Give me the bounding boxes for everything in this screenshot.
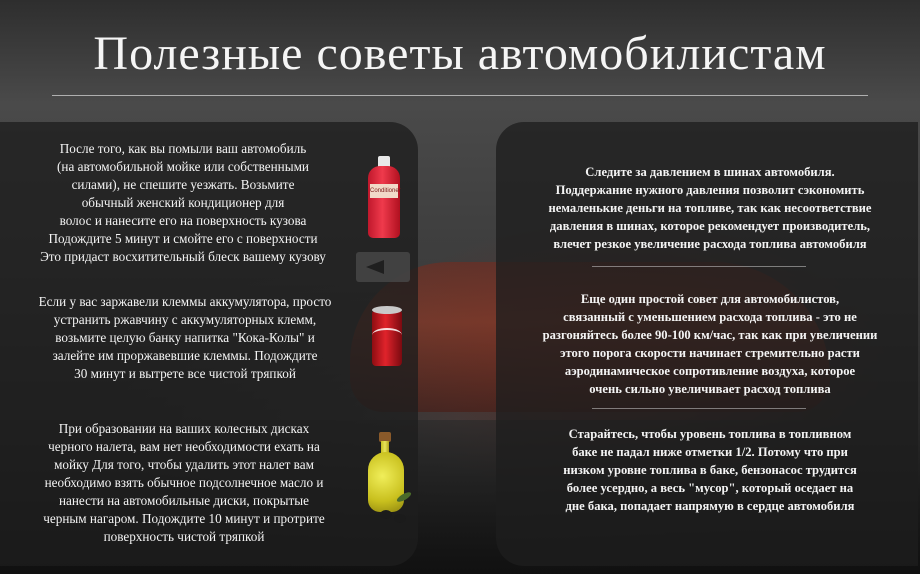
tip-line: возьмите целую банку напитка "Кока-Колы" и bbox=[55, 330, 315, 345]
tip-line: влечет резкое увеличение расхода топлива автомобиля bbox=[553, 237, 867, 251]
can-top bbox=[372, 306, 402, 314]
tip-line: 30 минут и вытрете все чистой тряпкой bbox=[74, 366, 296, 381]
tip-line: более усердно, а весь "мусор", который оседает на bbox=[566, 481, 854, 495]
tip-line: После того, как вы помыли ваш автомобиль bbox=[59, 141, 307, 156]
tip-conditioner bbox=[6, 140, 360, 266]
tip-line: волос и нанесите его на поверхность кузова bbox=[59, 213, 307, 228]
tip-line: баке не падал ниже отметки 1/2. Потому что при bbox=[572, 445, 848, 459]
tip-line: Это придаст восхитительный блеск вашему кузову bbox=[40, 249, 326, 264]
tip-line: Подождите 5 минут и смойте его с поверхности bbox=[48, 231, 318, 246]
oil-body bbox=[368, 452, 404, 512]
page-title: Полезные советы автомобилистам bbox=[93, 27, 827, 80]
tip-speed-limit bbox=[510, 290, 910, 398]
tip-line: обычный женский кондиционер для bbox=[81, 195, 285, 210]
tip-divider bbox=[592, 266, 806, 267]
tip-line: необходимо взять обычное подсолнечное масло и bbox=[44, 475, 324, 490]
tip-line: (на автомобильной мойке или собственными bbox=[57, 159, 309, 174]
tip-line: черным нагаром. Подождите 10 минут и протрите bbox=[43, 511, 325, 526]
tip-line: Старайтесь, чтобы уровень топлива в топливном bbox=[568, 427, 852, 441]
tip-wheel-oil bbox=[6, 420, 362, 546]
tip-line: Если у вас заржавели клеммы аккумулятора, просто bbox=[38, 294, 332, 309]
olive-icon bbox=[380, 510, 392, 519]
tip-divider bbox=[592, 408, 806, 409]
tip-line: черного налета, вам нет необходимости ехать на bbox=[48, 439, 320, 454]
tip-line: разгоняйтесь более 90-100 км/час, так как при увеличении bbox=[542, 328, 878, 342]
tip-line: этого порога скорости начинает стремительно расти bbox=[560, 346, 860, 360]
tip-line: связанный с уменьшением расхода топлива - это не bbox=[563, 310, 857, 324]
tip-line: залейте им проржавевшие клеммы. Подождите bbox=[52, 348, 318, 363]
tip-tire-pressure bbox=[510, 163, 910, 253]
tip-line: Следите за давлением в шинах автомобиля. bbox=[585, 165, 835, 179]
tip-line: дне бака, попадает напрямую в сердце автомобиля bbox=[565, 499, 855, 513]
tip-battery-cola bbox=[6, 293, 364, 383]
bottle-label: Conditioner bbox=[370, 184, 398, 198]
tip-line: аэродинамическое сопротивление воздуха, которое bbox=[564, 364, 856, 378]
title-divider bbox=[52, 95, 868, 96]
can-logo-swoosh bbox=[372, 328, 402, 342]
tip-line: давления в шинах, которое рекомендует производитель, bbox=[549, 219, 871, 233]
tip-line: немаленькие деньги на топливе, так как несоответствие bbox=[548, 201, 872, 215]
tip-line: нанести на автомобильные диски, покрытые bbox=[58, 493, 310, 508]
tip-line: При образовании на ваших колесных дисках bbox=[58, 421, 310, 436]
tip-line: поверхность чистой тряпкой bbox=[103, 529, 265, 544]
bottle-body bbox=[368, 166, 400, 238]
tip-line: Поддержание нужного давления позволит сэкономить bbox=[555, 183, 865, 197]
tip-line: силами), не спешите уезжать. Возьмите bbox=[71, 177, 295, 192]
olive-icon bbox=[394, 514, 406, 523]
tip-line: низком уровне топлива в баке, бензонасос трудится bbox=[563, 463, 857, 477]
tip-line: мойку Для того, чтобы удалить этот налет вам bbox=[54, 457, 314, 472]
tip-line: Еще один простой совет для автомобилистов, bbox=[580, 292, 840, 306]
tip-line: устранить ржавчину с аккумуляторных клемм, bbox=[53, 312, 317, 327]
tip-fuel-level bbox=[510, 425, 910, 515]
tip-line: очень сильно увеличивает расход топлива bbox=[589, 382, 831, 396]
